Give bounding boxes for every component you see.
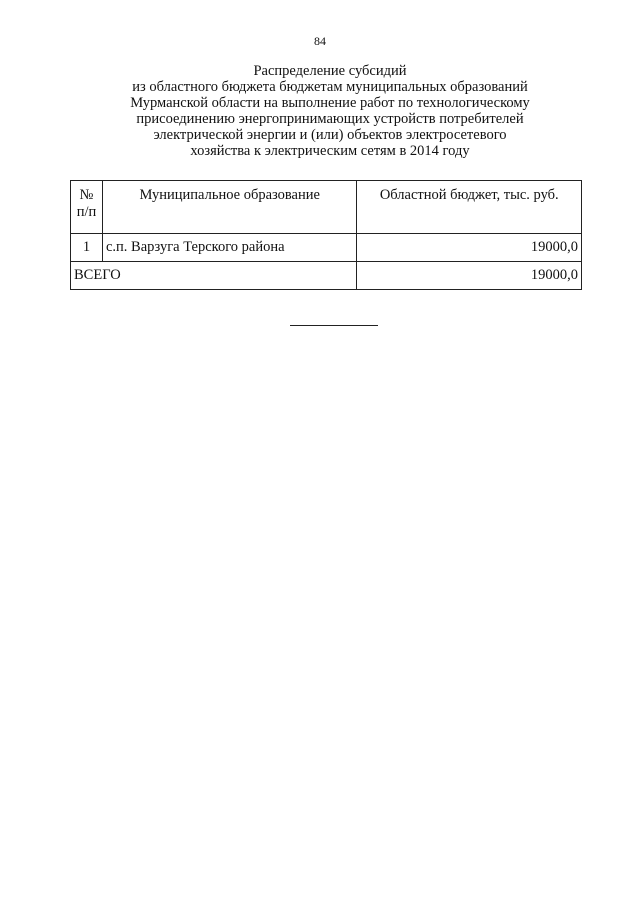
table-row xyxy=(71,234,582,262)
document-title xyxy=(80,63,580,159)
total-label: ВСЕГО xyxy=(71,262,357,290)
title-line: Распределение субсидий xyxy=(253,63,407,79)
total-row xyxy=(71,262,582,290)
header-number-line1: № xyxy=(79,187,94,203)
row-number: 1 xyxy=(71,234,103,262)
row-municipality: с.п. Варзуга Терского района xyxy=(102,234,357,262)
title-line: присоединению энергопринимающих устройств потребителей xyxy=(136,111,524,127)
title-line: Мурманской области на выполнение работ по технологическому xyxy=(130,95,530,111)
row-budget: 19000,0 xyxy=(357,234,582,262)
title-line: электрической энергии и (или) объектов электросетевого xyxy=(153,127,507,143)
total-budget: 19000,0 xyxy=(357,262,582,290)
subsidy-table xyxy=(70,180,582,290)
closing-divider xyxy=(290,325,378,326)
header-number xyxy=(71,181,103,234)
table-header-row xyxy=(71,181,582,234)
page-number: 84 xyxy=(314,34,326,48)
title-line: хозяйства к электрическим сетям в 2014 году xyxy=(190,143,470,159)
title-line: из областного бюджета бюджетам муниципальных образований xyxy=(132,79,528,95)
header-budget: Областной бюджет, тыс. руб. xyxy=(357,181,582,234)
header-municipality: Муниципальное образование xyxy=(102,181,357,234)
header-number-line2: п/п xyxy=(76,204,97,220)
